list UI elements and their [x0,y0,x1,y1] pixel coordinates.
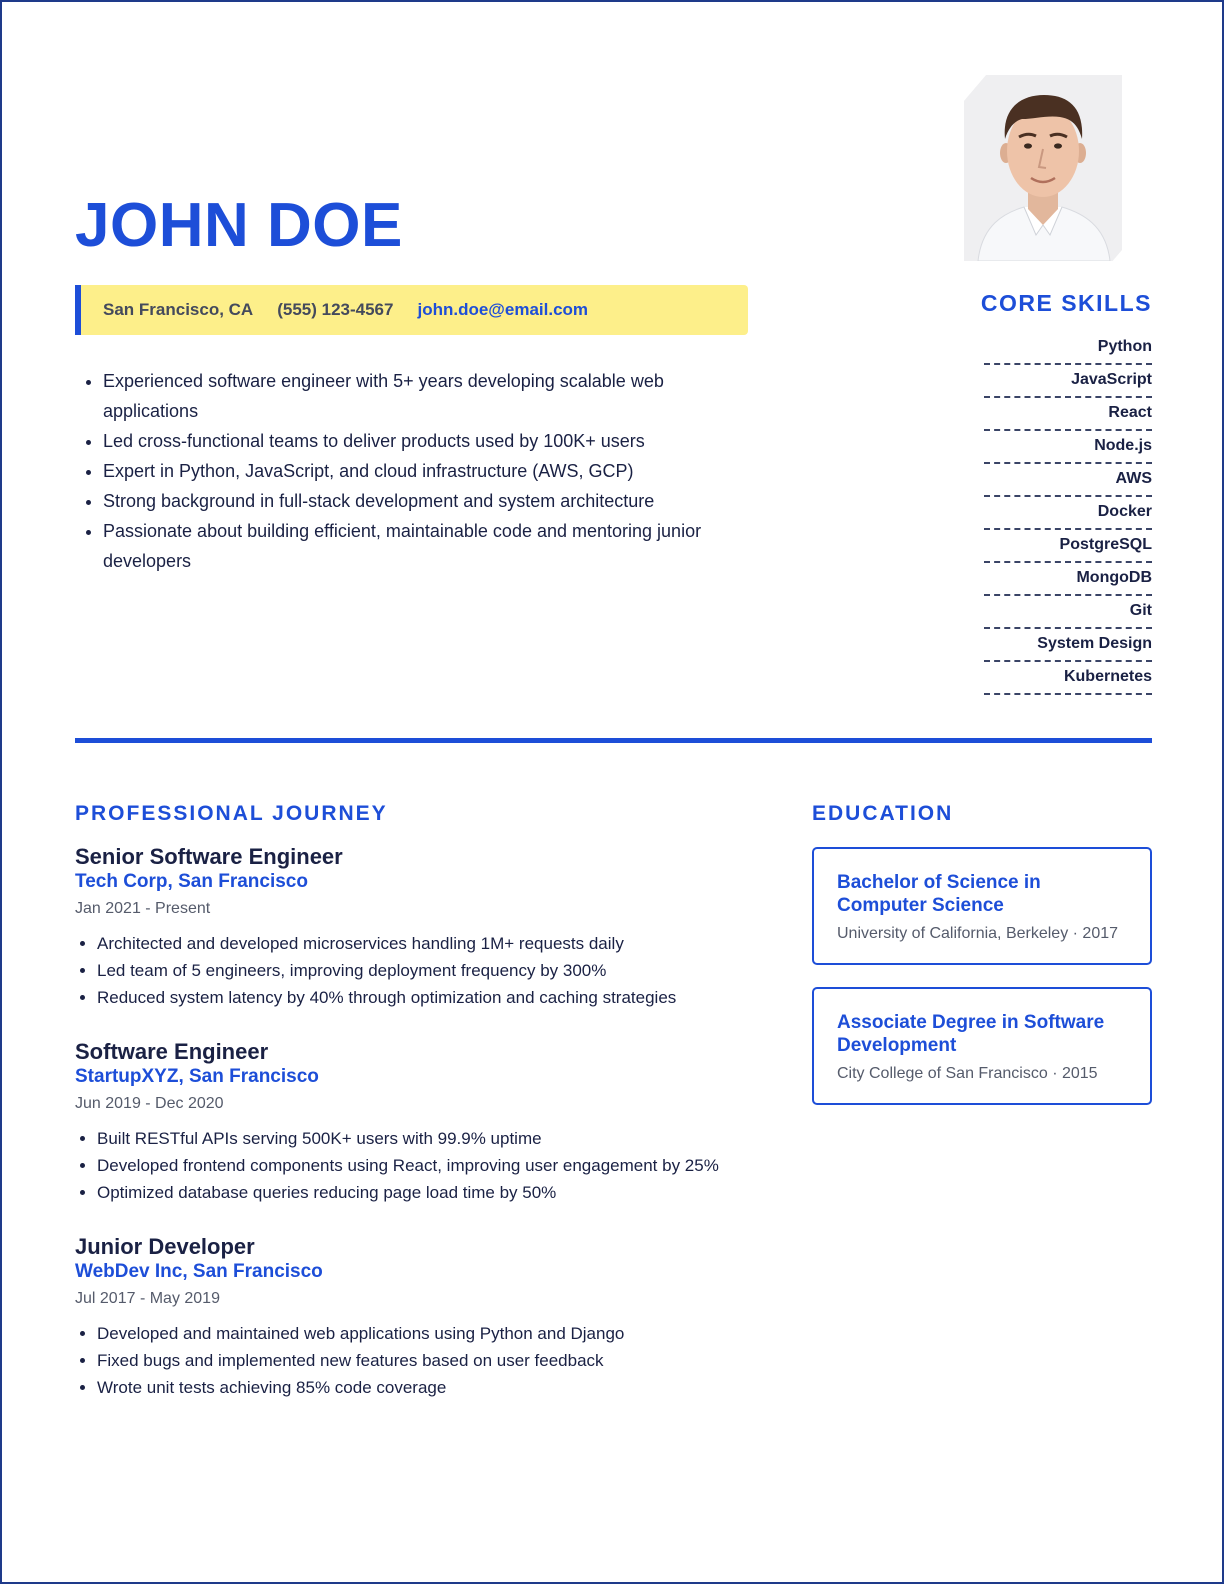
job-company: Tech Corp, San Francisco [75,871,308,892]
skill-item: Kubernetes [984,664,1152,695]
skill-item: React [984,400,1152,431]
job-bullet: • Developed and maintained web applications using Python and Django [97,1320,745,1347]
summary-item: • Experienced software engineer with 5+ years developing scalable web applications [103,366,763,426]
education-degree: Associate Degree in Software Development [837,1012,1105,1056]
job-bullets [75,930,745,1011]
job-bullet: • Reduced system latency by 40% through optimization and caching strategies [97,984,745,1011]
job-entry [75,1039,745,1206]
summary-item: • Strong background in full-stack development and system architecture [103,486,763,516]
job-dates: Jan 2021 - Present [75,900,211,917]
education-heading: EDUCATION [812,802,954,825]
job-company: StartupXYZ, San Francisco [75,1066,319,1087]
education-card [812,987,1152,1105]
job-bullet: • Wrote unit tests achieving 85% code coverage [97,1374,745,1401]
summary-item: • Expert in Python, JavaScript, and cloud infrastructure (AWS, GCP) [103,456,763,486]
skill-item: JavaScript [984,367,1152,398]
skill-item: AWS [984,466,1152,497]
contact-location: San Francisco, CA [103,300,254,319]
education-school: City College of San Francisco · 2015 [837,1065,1098,1082]
skill-item: System Design [984,631,1152,662]
contact-email-link[interactable]: john.doe@email.com [417,300,589,319]
experience-list [75,844,745,1429]
job-company: WebDev Inc, San Francisco [75,1261,323,1282]
job-title: Software Engineer [75,1039,269,1064]
education-school: University of California, Berkeley · 2017 [837,925,1119,942]
job-dates: Jun 2019 - Dec 2020 [75,1095,224,1112]
summary-item: • Passionate about building efficient, maintainable code and mentoring junior developers [103,516,763,576]
skill-item: Docker [984,499,1152,530]
job-entry [75,844,745,1011]
contact-phone: (555) 123-4567 [277,300,394,319]
profile-photo [964,75,1122,261]
section-divider [75,738,1152,743]
candidate-name: JOHN DOE [75,191,403,260]
skill-item: PostgreSQL [984,532,1152,563]
education-card [812,847,1152,965]
job-title: Junior Developer [75,1234,255,1259]
job-bullet: • Developed frontend components using React, improving user engagement by 25% [97,1152,745,1179]
person-portrait-icon [964,75,1122,261]
job-bullets [75,1320,745,1401]
skill-item: Python [984,334,1152,365]
job-title: Senior Software Engineer [75,844,343,869]
skill-item: MongoDB [984,565,1152,596]
job-bullet: • Built RESTful APIs serving 500K+ users with 99.9% uptime [97,1125,745,1152]
skill-item: Node.js [984,433,1152,464]
skill-item: Git [984,598,1152,629]
job-bullets [75,1125,745,1206]
job-bullet: • Architected and developed microservices handling 1M+ requests daily [97,930,745,957]
summary-item: • Led cross-functional teams to deliver products used by 100K+ users [103,426,763,456]
contact-bar [75,285,748,335]
professional-journey-heading: PROFESSIONAL JOURNEY [75,802,388,825]
job-dates: Jul 2017 - May 2019 [75,1290,220,1307]
job-bullet: • Optimized database queries reducing page load time by 50% [97,1179,745,1206]
job-bullet: • Led team of 5 engineers, improving deployment frequency by 300% [97,957,745,984]
core-skills-heading: CORE SKILLS [980,290,1152,316]
job-entry [75,1234,745,1401]
summary-list [75,366,763,576]
skills-list [984,334,1152,697]
education-degree: Bachelor of Science in Computer Science [837,872,1041,916]
job-bullet: • Fixed bugs and implemented new features based on user feedback [97,1347,745,1374]
